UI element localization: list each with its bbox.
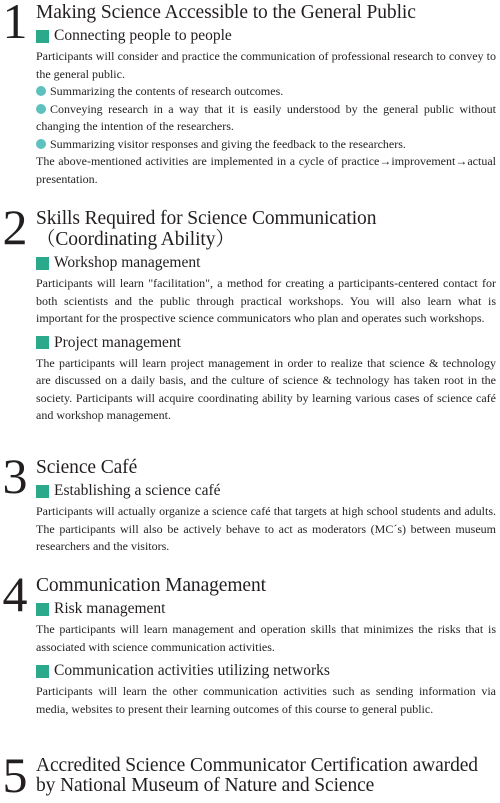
subheading: Risk management — [36, 600, 496, 618]
bullet-item: Summarizing the contents of research outcomes. — [36, 83, 496, 101]
bullet-item: Conveying research in a way that it is easily understood by the general public without changing the intention of the researchers. — [36, 101, 496, 133]
section-title: Making Science Accessible to the General Public — [36, 2, 416, 23]
paragraph: The participants will learn project management in order to realize that science & technology are discussed on a daily basis, and the culture of science & technology has taken root in the society. Participants will acquire coordinating ability by learning various cases of science café and workshop management. — [36, 355, 496, 422]
section-title: Communication Management — [36, 575, 266, 596]
square-bullet-icon — [36, 30, 49, 43]
section-title: Skills Required for Science Communication （Coordinating Ability） — [36, 208, 377, 250]
paragraph: The above-mentioned activities are implemented in a cycle of practice→improvement→actual presentation. — [36, 154, 496, 186]
square-bullet-icon — [36, 257, 49, 270]
circle-bullet-icon — [36, 104, 46, 114]
square-bullet-icon — [36, 485, 49, 498]
section-number: 5 — [2, 747, 28, 803]
paragraph: Participants will learn "facilitation", a method for creating a participants-centered contact for both scientists and the public through practical workshops. You will also learn what is important for the prospective science communicators who plan and operates such workshops. — [36, 276, 496, 325]
circle-bullet-icon — [36, 86, 46, 96]
square-bullet-icon — [36, 603, 49, 616]
paragraph: The participants will learn management and operation skills that minimizes the risks that is associated with science communication activities. — [36, 622, 496, 654]
subheading: Project management — [36, 334, 496, 352]
section-number: 3 — [2, 448, 28, 504]
paragraph: Participants will actually organize a science café that targets at high school students and adults. The participants will also be actively behave to act as moderators (MC´s) between museum researchers and the visitors. — [36, 504, 496, 553]
subheading: Communication activities utilizing networks — [36, 662, 496, 680]
square-bullet-icon — [36, 336, 49, 349]
paragraph: Participants will consider and practice the communication of professional research to convey to the general public. — [36, 49, 496, 81]
subheading: Establishing a science café — [36, 482, 496, 500]
bullet-item: Summarizing visitor responses and giving the feedback to the researchers. — [36, 136, 496, 154]
section-title: Science Café — [36, 457, 138, 478]
section-number: 4 — [2, 566, 28, 622]
subheading: Connecting people to people — [36, 27, 496, 45]
circle-bullet-icon — [36, 139, 46, 149]
square-bullet-icon — [36, 665, 49, 678]
section-number: 1 — [2, 0, 28, 49]
section-title: Accredited Science Communicator Certification awarded by National Museum of Nature and Science — [36, 755, 478, 796]
paragraph: Participants will learn the other communication activities such as sending information via media, websites to present their learning outcomes of this course to general public. — [36, 684, 496, 716]
subheading: Workshop management — [36, 254, 496, 272]
section-number: 2 — [2, 199, 28, 255]
